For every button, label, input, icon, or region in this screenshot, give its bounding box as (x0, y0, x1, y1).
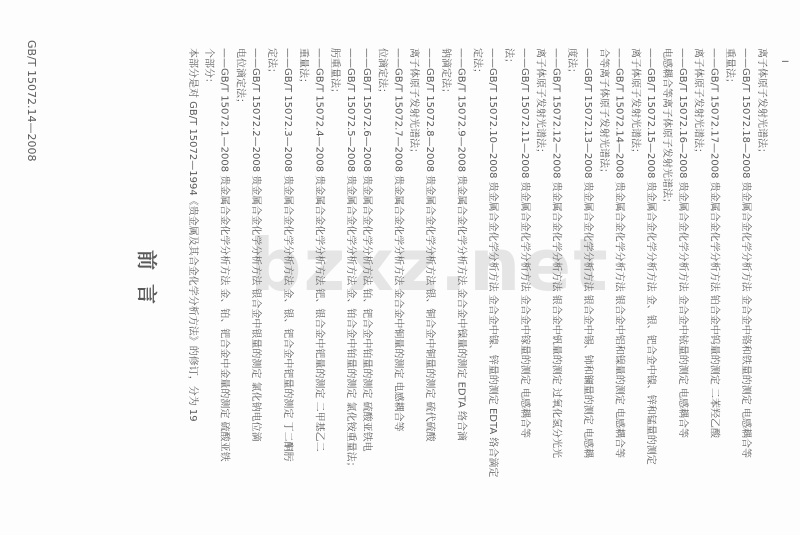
body-line: 离子体原子发射光谱法； (629, 48, 641, 158)
body-line: 个部分： (202, 48, 214, 88)
body-line: 离子体原子发射光谱法； (755, 48, 767, 158)
body-line: 法； (503, 48, 514, 68)
body-line: ——GB/T 15072.4—2008 贵金属合金化学分析方法 钯、银合金中钯量的测定 二甲基乙二 (313, 48, 325, 452)
body-line: ——GB/T 15072.5—2008 贵金属合金化学分析方法 金、铂合金中铂量的测定 氯化铵重量法； (345, 48, 356, 472)
body-line: 重量法； (724, 48, 736, 88)
body-line: ——GB/T 15072.14—2008 贵金属合金化学分析方法 银合金中铝和镍量的测定 电感耦合等 (613, 48, 625, 458)
body-line: 合等离子体原子发射光谱法； (597, 48, 609, 178)
body-line: ——GB/T 15072.12—2008 贵金属合金化学分析方法 银合金中钒量的测定 过氧化氢分光光 (550, 48, 562, 458)
body-line: ——GB/T 15072.8—2008 贵金属合金化学分析方法 银、铜合金中铜量的测定 硫代硫酸 (424, 48, 435, 442)
body-line: 肟重量法； (329, 48, 341, 98)
body-line: ——GB/T 15072.10—2008 贵金属合金化学分析方法 金合金中镍、锌量的测定 EDTA 络合滴定 (487, 48, 499, 478)
body-line: ——GB/T 15072.1—2008 贵金属合金化学分析方法 金、铂、钯合金中金量的测定 硫酸亚铁 (218, 48, 230, 462)
body-line: ——GB/T 15072.18—2008 贵金属合金化学分析方法 金合金中铬和铁量的测定 电感耦合等 (740, 48, 751, 458)
body-line: 位滴定法； (376, 48, 388, 98)
body-line: ——GB/T 15072.16—2008 贵金属合金化学分析方法 金合金中铱量的测定 电感耦合等 (676, 48, 688, 438)
body-line: 定法； (266, 48, 277, 78)
body-line: ——GB/T 15072.9—2008 贵金属合金化学分析方法 金合金中镍量的测定 EDTA 络合滴 (455, 48, 467, 441)
body-line: 本部分是对 GB/T 15072—1994《贵金属及其合金化学分析方法》的修订，分为 19 (187, 48, 198, 422)
watermark: bzxz.net (250, 223, 610, 307)
body-line: 离子体原子发射光谱法； (534, 48, 546, 158)
body-line: ——GB/T 15072.6—2008 贵金属合金化学分析方法 铂、钯合金中铂量的测定 硫酸亚铁电 (360, 48, 372, 452)
page-number: I (779, 60, 789, 63)
body-line: ——GB/T 15072.3—2008 贵金属合金化学分析方法 金、银、钯合金中钯量的测定 丁二酮肟 (281, 48, 293, 462)
body-line: ——GB/T 15072.2—2008 贵金属合金化学分析方法 银合金中银量的测定 氯化钠电位滴 (250, 48, 262, 442)
body-line: ——GB/T 15072.13—2008 贵金属合金化学分析方法 银合金中锡、铈和镧量的测定 电感耦 (582, 48, 593, 458)
body-line: 电感耦合等离子体原子发射光谱法； (661, 48, 672, 208)
body-line: 离子体原子发射光谱法； (408, 48, 420, 158)
body-line: 度法； (566, 48, 578, 78)
body-line: 离子体原子发射光谱法； (692, 48, 704, 158)
page-title: 前言 (135, 250, 159, 318)
body-line: 钠滴定法； (439, 48, 451, 98)
body-line: 电位滴定法； (234, 48, 246, 108)
body-text (187, 48, 769, 477)
body-line: ——GB/T 15072.7—2008 贵金属合金化学分析方法 金合金中铜量的测定 电感耦合等 (392, 48, 404, 432)
body-line: 重量法； (297, 48, 309, 88)
body-line: ——GB/T 15072.17—2008 贵金属合金化学分析方法 铂合金中钨量的测定 二苯羟乙酸 (708, 48, 720, 438)
body-line: 定法； (471, 48, 483, 78)
body-line: ——GB/T 15072.15—2008 贵金属合金化学分析方法 金、银、钯合金中镍、锌和锰量的测定 (645, 48, 657, 465)
body-line: ——GB/T 15072.11—2008 贵金属合金化学分析方法 金合金中镓量的测定 电感耦合等 (518, 48, 530, 438)
standard-id-header: GB/T 15072.14—2008 (25, 40, 38, 162)
